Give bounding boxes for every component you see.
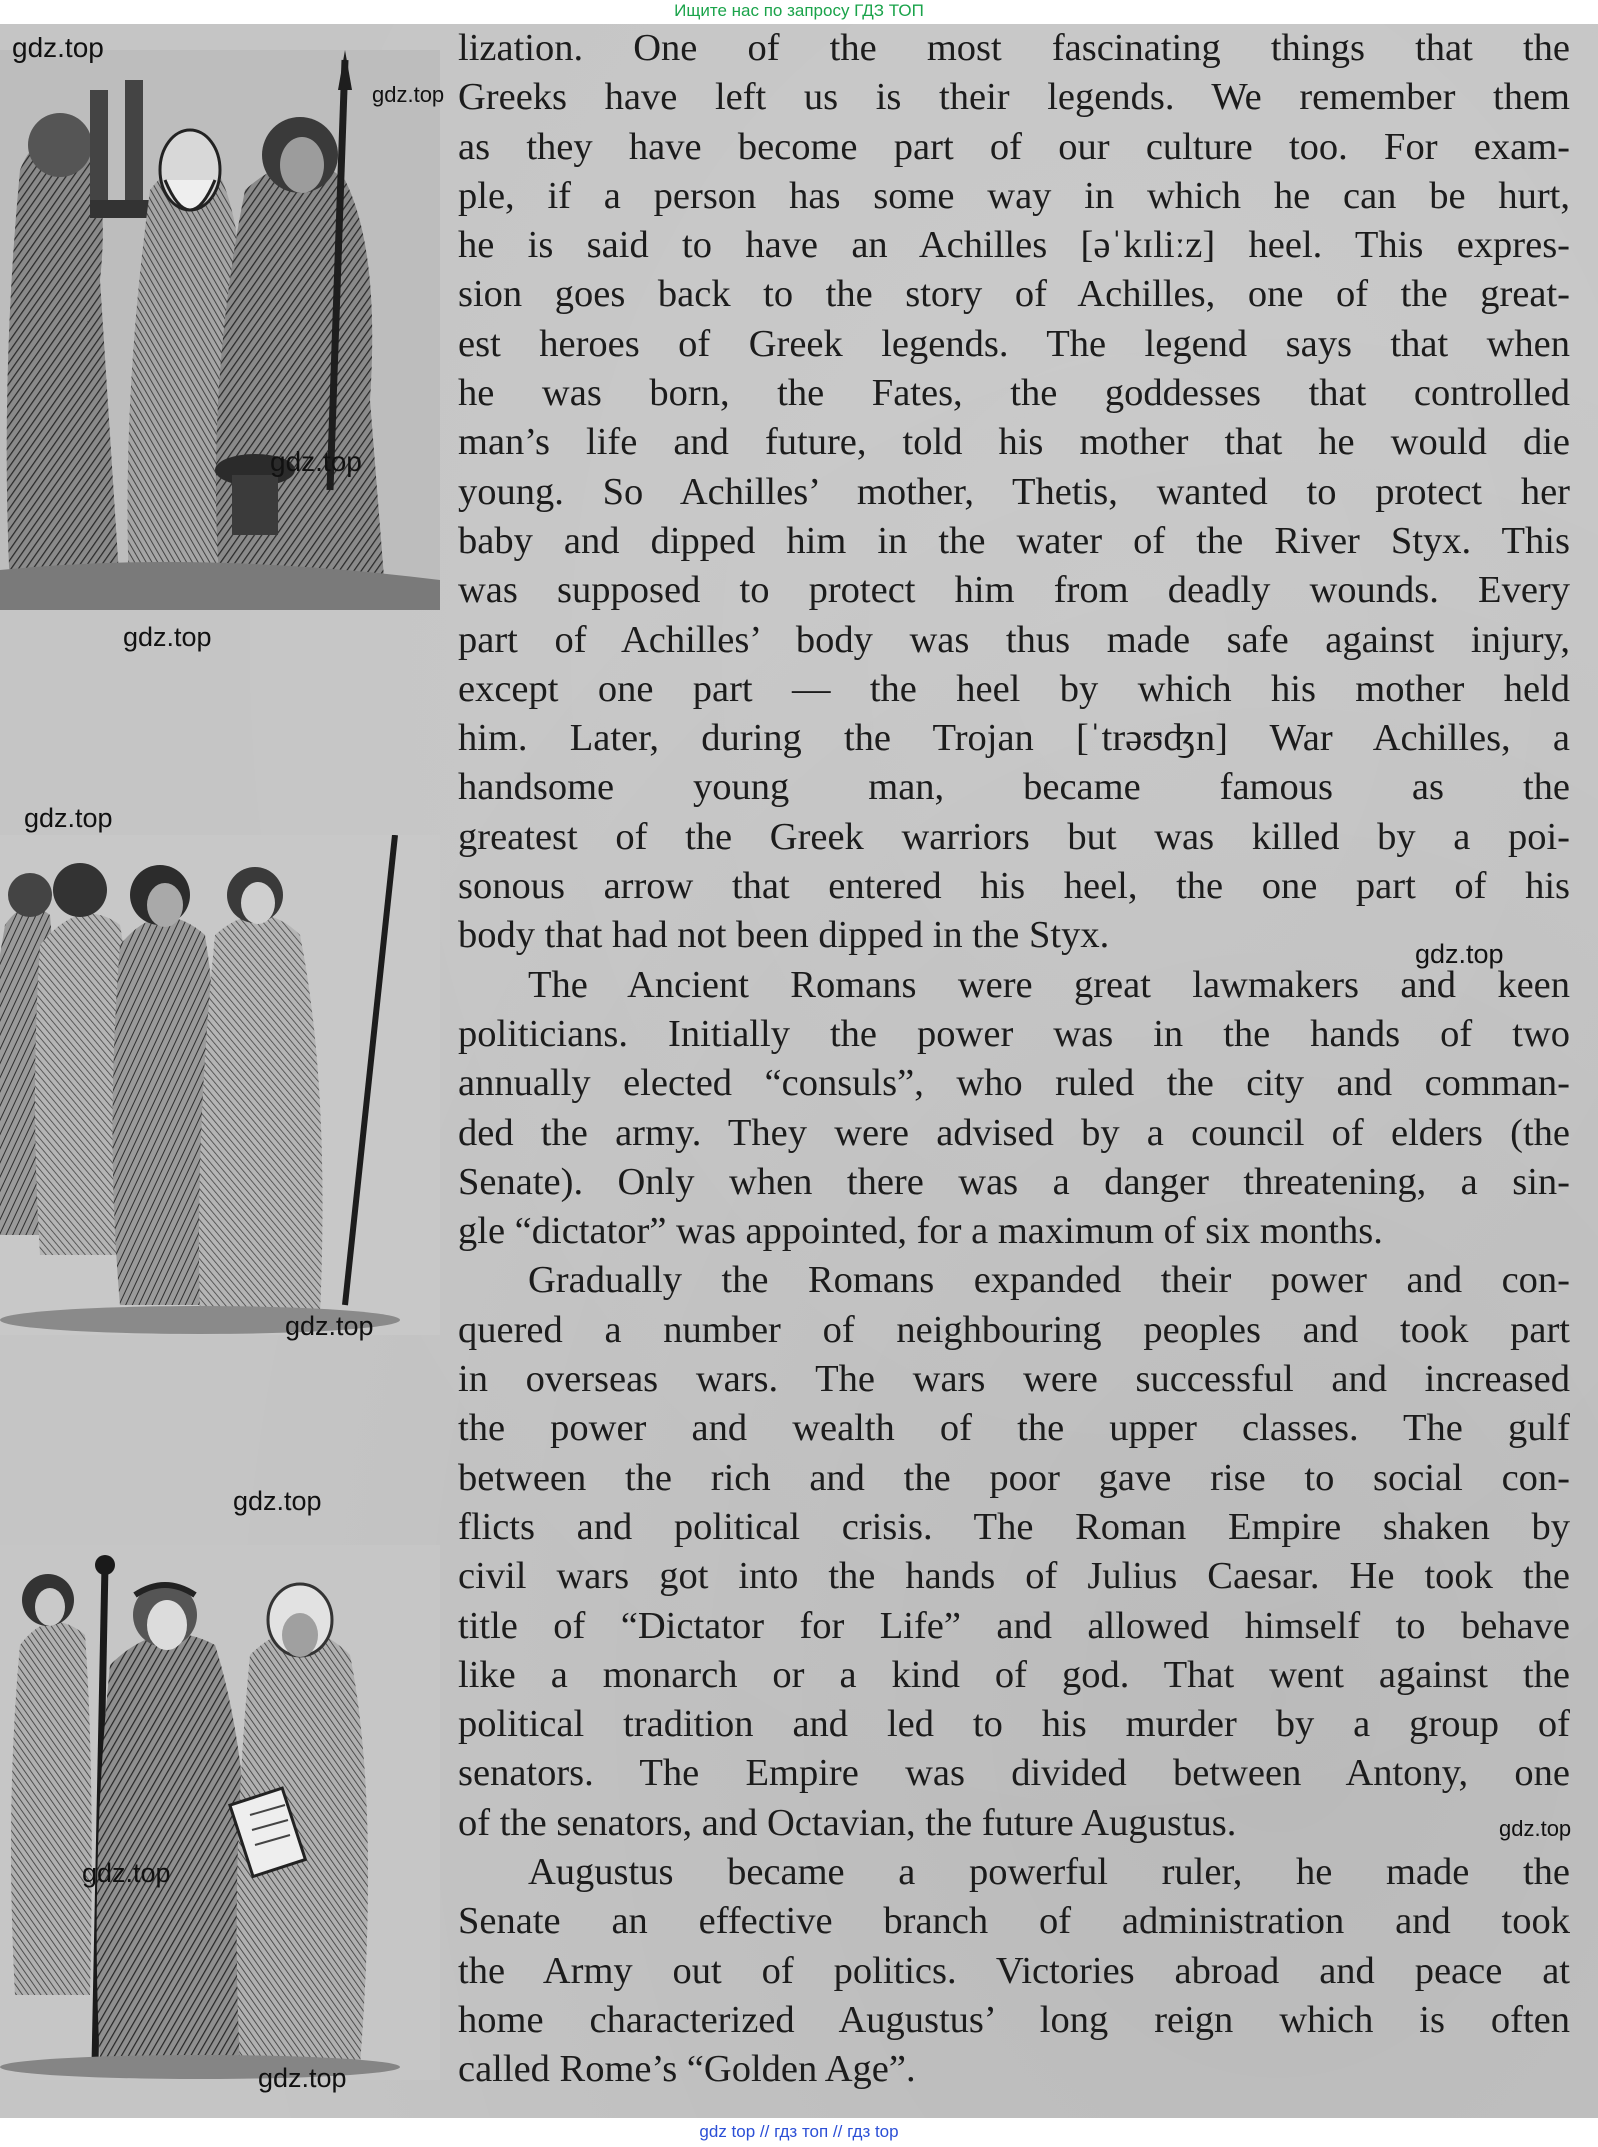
text-line: Greeks have left us is their legends. We remember them (458, 76, 1570, 119)
text-line: as they have become part of our culture too. For exam- (458, 125, 1570, 168)
illustration-ancient-figures (0, 835, 440, 1335)
text-line: lization. One of the most fascinating things that the (458, 27, 1570, 69)
watermark: gdz.top (372, 82, 445, 107)
text-line: the power and wealth of the upper classes. The gulf (458, 1407, 1570, 1450)
watermark: gdz.top (24, 803, 113, 833)
text-line: civil wars got into the hands of Julius Caesar. He took the (458, 1555, 1570, 1598)
text-line: like a monarch or a kind of god. That went against the (458, 1653, 1570, 1696)
text-line: sonous arrow that entered his heel, the one part of his (458, 865, 1570, 908)
watermark: gdz.top (270, 446, 362, 477)
text-line: politicians. Initially the power was in the hands of two (458, 1012, 1570, 1055)
text-line: quered a number of neighbouring peoples and took part (458, 1308, 1570, 1351)
watermark: gdz.top (82, 1858, 171, 1888)
text-line: sion goes back to the story of Achilles, one of the great- (458, 273, 1570, 316)
text-line: in overseas wars. The wars were successful and increased (458, 1358, 1570, 1401)
watermark: gdz.top (233, 1486, 322, 1516)
paragraph-roman-politics (458, 961, 1570, 1257)
text-line: greatest of the Greek warriors but was killed by a poi- (458, 815, 1570, 858)
top-banner[interactable]: Ищите нас по запросу ГДЗ ТОП (0, 0, 1598, 24)
text-line: Gradually the Romans expanded their power and con- (528, 1259, 1570, 1302)
paragraph-augustus (458, 1848, 1570, 2094)
illustration-greek-figures (0, 50, 440, 610)
watermark: gdz.top (258, 2063, 347, 2093)
watermark: gdz.top (1499, 1816, 1572, 1841)
text-line: ded the army. They were advised by a council of elders (the (458, 1111, 1570, 1154)
text-line: was supposed to protect him from deadly wounds. Every (458, 569, 1570, 612)
text-line: he is said to have an Achilles [əˈkɪliːz] heel. This expres- (458, 224, 1570, 267)
text-line: between the rich and the poor gave rise to social con- (458, 1456, 1570, 1499)
illustration-roman-figures (0, 1545, 440, 2080)
watermark: gdz.top (12, 32, 104, 63)
text-line: called Rome’s “Golden Age”. (458, 2048, 916, 2091)
text-line: The Ancient Romans were great lawmakers and keen (528, 963, 1570, 1006)
text-line: of the senators, and Octavian, the future Augustus. (458, 1801, 1237, 1844)
text-line: title of “Dictator for Life” and allowed himself to behave (458, 1604, 1570, 1647)
text-line: Senate an effective branch of administration and took (458, 1900, 1570, 1943)
watermark: gdz.top (285, 1311, 374, 1341)
text-line: ple, if a person has some way in which he can be hurt, (458, 174, 1570, 217)
text-line: senators. The Empire was divided between Antony, one (458, 1752, 1570, 1795)
text-line: Augustus became a powerful ruler, he made the (528, 1850, 1570, 1893)
body-text (458, 24, 1570, 2094)
text-line: he was born, the Fates, the goddesses that controlled (458, 372, 1570, 415)
text-line: body that had not been dipped in the Styx. (458, 914, 1110, 957)
watermark: gdz.top (123, 622, 212, 652)
text-line: est heroes of Greek legends. The legend says that when (458, 322, 1570, 365)
bottom-banner[interactable]: gdz top // гдз топ // гдз top (0, 2118, 1598, 2147)
text-line: except one part — the heel by which his mother held (458, 667, 1570, 710)
text-line: part of Achilles’ body was thus made safe against injury, (458, 618, 1570, 661)
text-line: Senate). Only when there was a danger threatening, a sin- (458, 1160, 1570, 1203)
text-line: home characterized Augustus’ long reign which is often (458, 1998, 1570, 2041)
text-line: baby and dipped him in the water of the River Styx. This (458, 519, 1570, 562)
text-line: the Army out of politics. Victories abroad and peace at (458, 1949, 1570, 1992)
text-line: young. So Achilles’ mother, Thetis, wanted to protect her (458, 470, 1570, 513)
text-line: gle “dictator” was appointed, for a maximum of six months. (458, 1210, 1383, 1253)
text-line: him. Later, during the Trojan [ˈtrəʊʤn] War Achilles, a (458, 717, 1570, 760)
text-line: political tradition and led to his murder by a group of (458, 1703, 1570, 1746)
text-line: annually elected “consuls”, who ruled the city and comman- (458, 1062, 1570, 1105)
text-line: man’s life and future, told his mother that he would die (458, 421, 1570, 464)
text-line: flicts and political crisis. The Roman Empire shaken by (458, 1505, 1570, 1548)
paragraph-greek-legends (458, 24, 1570, 961)
text-line: handsome young man, became famous as the (458, 766, 1570, 809)
paragraph-roman-expansion (458, 1256, 1570, 1848)
watermark: gdz.top (1415, 939, 1504, 969)
